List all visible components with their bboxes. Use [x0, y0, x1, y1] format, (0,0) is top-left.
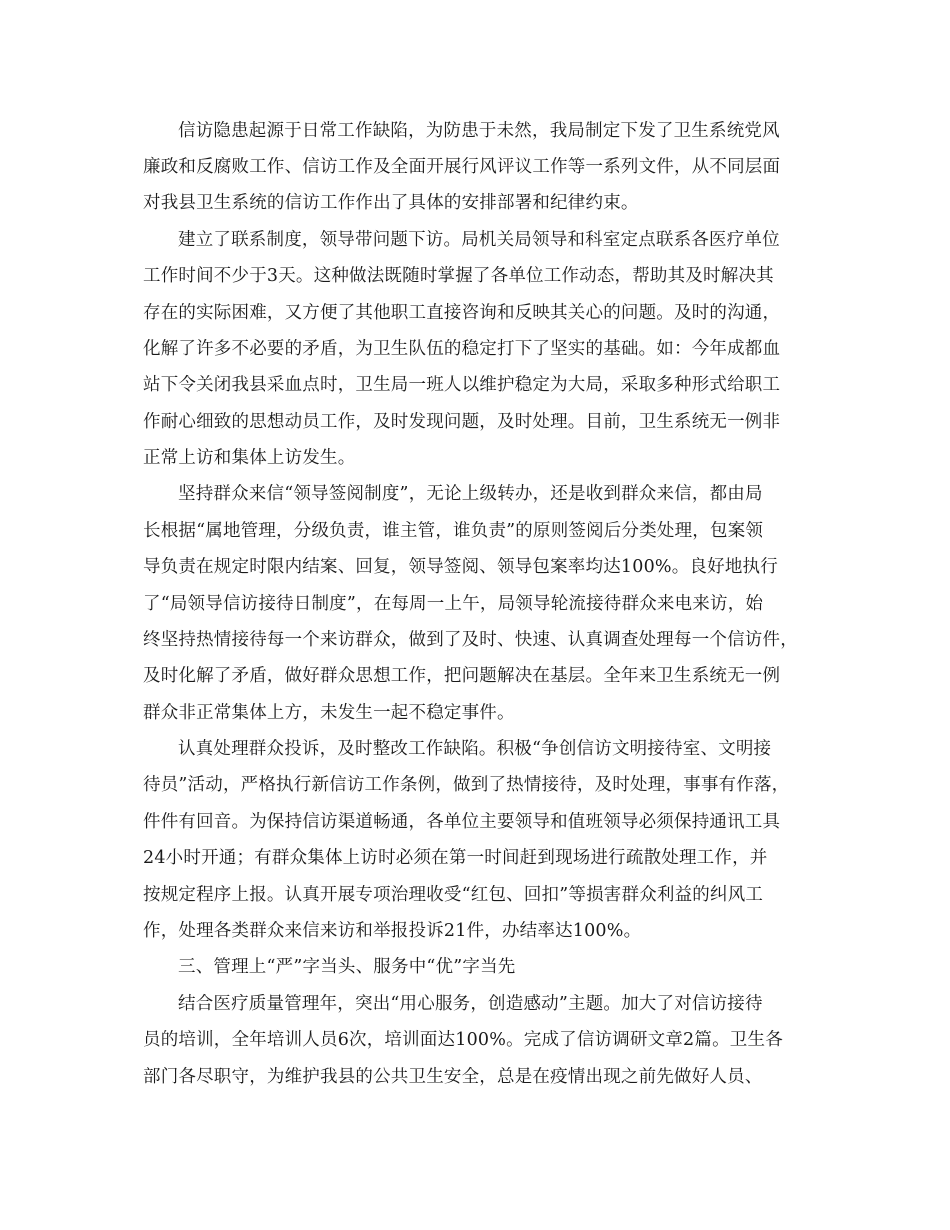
paragraph-line: 部门各尽职守，为维护我县的公共卫生安全，总是在疫情出现之前先做好人员、: [143, 1067, 763, 1087]
paragraph-line: 按规定程序上报。认真开展专项治理收受“红包、回扣”等损害群众利益的纠风工: [143, 885, 764, 905]
paragraph-line: 及时化解了矛盾，做好群众思想工作，把问题解决在基层。全年来卫生系统无一例: [143, 666, 781, 686]
paragraph-line: 终坚持热情接待每一个来访群众，做到了及时、快速、认真调查处理每一个信访件，: [143, 630, 798, 650]
paragraph-line: 化解了许多不必要的矛盾，为卫生队伍的稳定打下了坚实的基础。如：今年成都血: [143, 339, 781, 359]
paragraph-line: 坚持群众来信“领导签阅制度”，无论上级转办，还是收到群众来信，都由局: [178, 484, 763, 504]
paragraph-line: 站下令关闭我县采血点时，卫生局一班人以维护稳定为大局，采取多种形式给职工: [143, 375, 781, 395]
paragraph-line: 待员”活动，严格执行新信访工作条例，做到了热情接待，及时处理，事事有作落，: [143, 775, 790, 795]
paragraph-line: 员的培训，全年培训人员6次，培训面达100%。完成了信访调研文章2篇。卫生各: [143, 1030, 783, 1050]
paragraph-line: 作耐心细致的思想动员工作，及时发现问题，及时处理。目前，卫生系统无一例非: [143, 412, 781, 432]
paragraph-line: 作，处理各类群众来信来访和举报投诉21件，办结率达100%。: [143, 921, 642, 941]
paragraph-line: 结合医疗质量管理年，突出“用心服务，创造感动”主题。加大了对信访接待: [178, 994, 763, 1014]
paragraph-line: 了“局领导信访接待日制度”，在每周一上午，局领导轮流接待群众来电来访，始: [143, 594, 764, 614]
paragraph-line: 导负责在规定时限内结案、回复，领导签阅、领导包案率均达100%。良好地执行: [143, 557, 778, 577]
paragraph-line: 建立了联系制度，领导带问题下访。局机关局领导和科室定点联系各医疗单位: [178, 230, 780, 250]
paragraph-line: 长根据“属地管理，分级负责，谁主管，谁负责”的原则签阅后分类处理，包案领: [143, 521, 764, 541]
section-heading: 三、管理上“严”字当头、服务中“优”字当先: [178, 957, 516, 977]
paragraph-line: 信访隐患起源于日常工作缺陷，为防患于未然，我局制定下发了卫生系统党风: [178, 121, 780, 141]
paragraph-line: 工作时间不少于3天。这种做法既随时掌握了各单位工作动态，帮助其及时解决其: [143, 266, 774, 286]
paragraph-line: 正常上访和集体上访发生。: [143, 448, 356, 468]
paragraph-line: 24小时开通；有群众集体上访时必须在第一时间赶到现场进行疏散处理工作，并: [143, 848, 768, 868]
paragraph-line: 认真处理群众投诉，及时整改工作缺陷。积极“争创信访文明接待室、文明接: [178, 739, 772, 759]
paragraph-line: 群众非正常集体上方，未发生一起不稳定事件。: [143, 703, 515, 723]
paragraph-line: 件件有回音。为保持信访渠道畅通，各单位主要领导和值班领导必须保持通讯工具: [143, 812, 781, 832]
paragraph-line: 廉政和反腐败工作、信访工作及全面开展行风评议工作等一系列文件，从不同层面: [143, 157, 781, 177]
paragraph-line: 对我县卫生系统的信访工作作出了具体的安排部署和纪律约束。: [143, 193, 639, 213]
paragraph-line: 存在的实际困难，又方便了其他职工直接咨询和反映其关心的问题。及时的沟通，: [143, 303, 781, 323]
